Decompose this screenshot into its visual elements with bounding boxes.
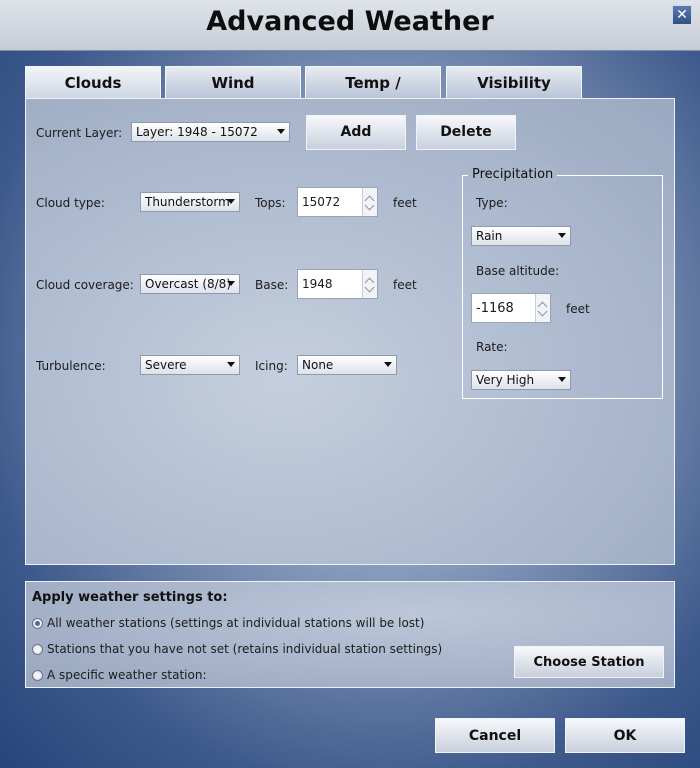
- ok-button[interactable]: OK: [565, 718, 685, 753]
- cloud-type-dropdown[interactable]: [140, 192, 240, 212]
- chevron-down-icon[interactable]: [365, 201, 375, 211]
- tab-wind[interactable]: Wind: [165, 66, 301, 99]
- current-layer-dropdown[interactable]: [131, 122, 290, 142]
- cancel-button[interactable]: Cancel: [435, 718, 555, 753]
- precip-rate-dropdown[interactable]: [471, 370, 571, 390]
- precip-type-dropdown[interactable]: [471, 226, 571, 246]
- tops-input[interactable]: [297, 187, 378, 217]
- precip-type-label: Type:: [476, 196, 508, 210]
- window-title: Advanced Weather: [206, 6, 494, 37]
- tops-value: 15072: [302, 195, 341, 209]
- choose-station-button[interactable]: Choose Station: [514, 646, 664, 678]
- tab-clouds[interactable]: Clouds: [25, 66, 161, 101]
- chevron-down-icon: [277, 129, 285, 134]
- radio-unset-stations[interactable]: [32, 644, 43, 655]
- cloud-coverage-dropdown[interactable]: [140, 274, 240, 294]
- precip-type-value: Rain: [476, 229, 503, 243]
- title-bar: [0, 0, 700, 51]
- radio-specific-station-label[interactable]: A specific weather station:: [47, 668, 207, 682]
- chevron-down-icon: [227, 281, 235, 286]
- tab-visibility[interactable]: Visibility: [446, 66, 582, 99]
- current-layer-label: Current Layer:: [36, 126, 123, 140]
- base-label: Base:: [255, 278, 289, 292]
- base-input[interactable]: [297, 269, 378, 299]
- radio-all-stations-label[interactable]: All weather stations (settings at individual stations will be lost): [47, 616, 425, 630]
- icing-label: Icing:: [255, 359, 288, 373]
- cloud-type-value: Thunderstorm: [145, 195, 230, 209]
- cloud-coverage-value: Overcast (8/8): [145, 277, 231, 291]
- chevron-down-icon: [227, 362, 235, 367]
- precip-base-altitude-value: -1168: [476, 301, 514, 316]
- turbulence-label: Turbulence:: [36, 359, 106, 373]
- precip-base-altitude-spinner[interactable]: [535, 294, 550, 322]
- tops-unit: feet: [393, 196, 417, 210]
- base-spinner[interactable]: [362, 270, 377, 298]
- radio-all-stations[interactable]: [32, 618, 43, 629]
- tops-label: Tops:: [255, 196, 286, 210]
- chevron-down-icon: [384, 362, 392, 367]
- base-unit: feet: [393, 278, 417, 292]
- apply-settings-title: Apply weather settings to:: [32, 590, 228, 605]
- precip-rate-label: Rate:: [476, 340, 508, 354]
- chevron-down-icon: [227, 199, 235, 204]
- precip-base-altitude-unit: feet: [566, 302, 590, 316]
- radio-unset-stations-label[interactable]: Stations that you have not set (retains individual station settings): [47, 642, 443, 656]
- precip-base-altitude-label: Base altitude:: [476, 264, 560, 278]
- tab-temp-pressure[interactable]: Temp /: [305, 66, 441, 99]
- cloud-type-label: Cloud type:: [36, 196, 105, 210]
- chevron-down-icon[interactable]: [365, 283, 375, 293]
- delete-layer-button[interactable]: Delete: [416, 115, 516, 150]
- current-layer-value: Layer: 1948 - 15072: [136, 125, 258, 139]
- chevron-down-icon: [558, 377, 566, 382]
- icing-value: None: [302, 358, 334, 372]
- cloud-coverage-label: Cloud coverage:: [36, 278, 134, 292]
- radio-specific-station[interactable]: [32, 670, 43, 681]
- chevron-down-icon: [558, 233, 566, 238]
- chevron-down-icon[interactable]: [538, 307, 548, 317]
- precip-rate-value: Very High: [476, 373, 535, 387]
- close-icon[interactable]: ✕: [672, 5, 692, 25]
- add-layer-button[interactable]: Add: [306, 115, 406, 150]
- tops-spinner[interactable]: [362, 188, 377, 216]
- precip-base-altitude-input[interactable]: [471, 293, 551, 323]
- base-value: 1948: [302, 277, 333, 291]
- turbulence-dropdown[interactable]: [140, 355, 240, 375]
- precipitation-title: Precipitation: [468, 167, 557, 182]
- icing-dropdown[interactable]: [297, 355, 397, 375]
- turbulence-value: Severe: [145, 358, 187, 372]
